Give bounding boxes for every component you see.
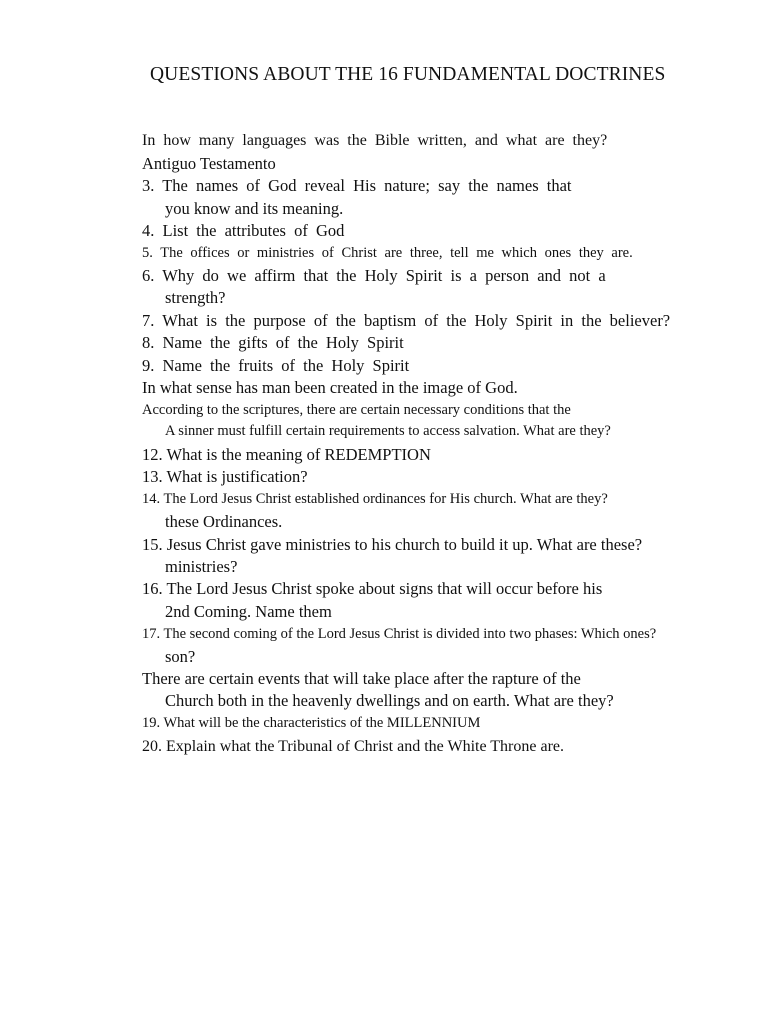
question-line-15: 12. What is the meaning of REDEMPTION — [142, 445, 431, 464]
question-line-5: 4. List the attributes of God — [142, 221, 345, 240]
question-line-8: strength? — [165, 288, 226, 307]
question-line-18: these Ordinances. — [165, 512, 283, 531]
question-line-27: 19. What will be the characteristics of the MILLENNIUM — [142, 715, 481, 731]
question-line-4: you know and its meaning. — [165, 199, 344, 218]
question-line-16: 13. What is justification? — [142, 467, 308, 486]
document-title: QUESTIONS ABOUT THE 16 FUNDAMENTAL DOCTRINES — [150, 64, 666, 85]
question-line-26: Church both in the heavenly dwellings and on earth. What are they? — [165, 691, 614, 710]
question-line-21: 16. The Lord Jesus Christ spoke about signs that will occur before his — [142, 579, 603, 598]
question-line-1: In how many languages was the Bible written, and what are they? — [142, 132, 608, 149]
question-line-3: 3. The names of God reveal His nature; say the names that — [142, 176, 572, 195]
question-line-28: 20. Explain what the Tribunal of Christ and the White Throne are. — [142, 738, 564, 755]
question-line-23: 17. The second coming of the Lord Jesus Christ is divided into two phases: Which ones? — [142, 626, 657, 642]
question-line-11: 9. Name the fruits of the Holy Spirit — [142, 356, 410, 375]
question-line-10: 8. Name the gifts of the Holy Spirit — [142, 333, 404, 352]
question-line-22: 2nd Coming. Name them — [165, 602, 332, 621]
question-line-13: According to the scriptures, there are certain necessary conditions that the — [142, 402, 571, 418]
question-line-9: 7. What is the purpose of the baptism of the Holy Spirit in the believer? — [142, 311, 671, 330]
question-line-7: 6. Why do we affirm that the Holy Spirit is a person and not a — [142, 266, 606, 285]
question-line-24: son? — [165, 647, 196, 666]
question-line-2: Antiguo Testamento — [142, 154, 276, 173]
question-line-14: A sinner must fulfill certain requirements to access salvation. What are they? — [165, 423, 611, 439]
question-line-6: 5. The offices or ministries of Christ are three, tell me which ones they are. — [142, 245, 633, 261]
question-line-20: ministries? — [165, 557, 238, 576]
question-line-17: 14. The Lord Jesus Christ established ordinances for His church. What are they? — [142, 491, 608, 507]
question-line-19: 15. Jesus Christ gave ministries to his church to build it up. What are these? — [142, 535, 643, 554]
question-line-25: There are certain events that will take place after the rapture of the — [142, 669, 581, 688]
question-line-12: In what sense has man been created in the image of God. — [142, 378, 518, 397]
